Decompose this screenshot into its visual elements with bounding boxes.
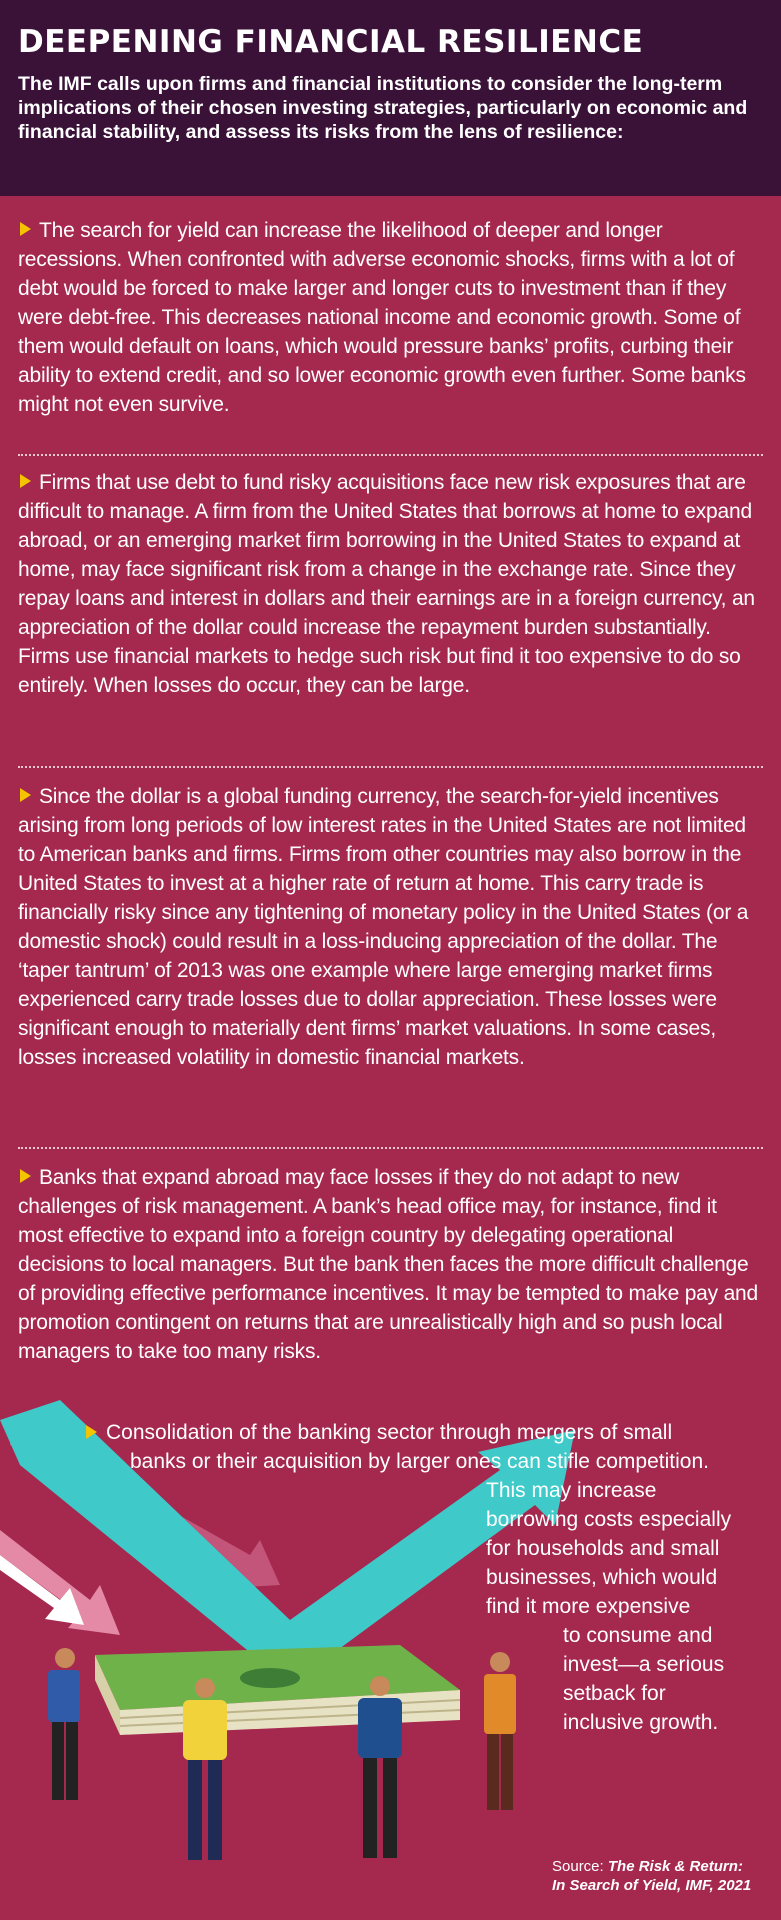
divider	[18, 766, 763, 768]
last-item-line: banks or their acquisition by larger ones can stifle competition.	[130, 1450, 709, 1473]
bullet-triangle-icon	[86, 1425, 97, 1439]
header-banner	[0, 0, 781, 196]
item-text: Firms that use debt to fund risky acquisitions face new risk exposures that are difficult to manage. A firm from the United States that borrows at home to expand abroad, or an emerging market firm borrowing in the United States to expand at home, may face significant risk from a change in the exchange rate. Since they repay loans and interest in dollars and their earnings are in a foreign currency, an appreciation of the dollar could increase the repayment burden substantially. Firms use financial markets to hedge such risk but find it too expensive to do so entirely. When losses do occur, they can be large.	[18, 471, 755, 697]
divider	[18, 1147, 763, 1149]
last-item-line: find it more expensive	[486, 1595, 691, 1618]
intro-text: The IMF calls upon firms and financial institutions to consider the long-term implications of their chosen investing strategies, particularly on economic and financial stability, and assess its risks from the lens of resilience:	[18, 73, 748, 143]
list-item	[18, 782, 763, 1072]
bullet-triangle-icon	[20, 222, 31, 236]
source-title-line1: The Risk & Return:	[607, 1858, 743, 1875]
source-label: Source:	[552, 1858, 604, 1875]
bullet-triangle-icon	[20, 788, 31, 802]
money-stack-icon	[95, 1645, 460, 1735]
item-text: Banks that expand abroad may face losses if they do not adapt to new challenges of risk management. A bank’s head office may, for instance, find it most effective to expand into a foreign country by delegating operational decisions to local managers. But the bank then faces the more difficult challenge of providing effective performance incentives. It may be tempted to make pay and promotion contingent on returns that are unrealistically high and so push local managers to take too many risks.	[18, 1166, 759, 1363]
last-item-line: businesses, which would	[486, 1566, 718, 1589]
source-credit	[552, 1857, 751, 1895]
last-item-line: setback for	[563, 1682, 666, 1705]
bullet-triangle-icon	[20, 1169, 31, 1183]
last-item-line: This may increase	[486, 1479, 657, 1502]
person-yellow-icon	[183, 1678, 227, 1860]
bullet-triangle-icon	[20, 474, 31, 488]
page-title: DEEPENING FINANCIAL RESILIENCE	[18, 24, 644, 60]
person-right-icon	[484, 1652, 516, 1810]
list-item	[18, 1163, 763, 1366]
list-item	[18, 216, 763, 419]
person-left-icon	[48, 1648, 80, 1800]
last-item-line: invest—a serious	[563, 1653, 725, 1676]
last-item-line: inclusive growth.	[563, 1711, 719, 1734]
source-title-line2: In Search of Yield, IMF, 2021	[552, 1877, 752, 1894]
last-item-line: Consolidation of the banking sector through mergers of small	[106, 1421, 673, 1444]
last-item-line: borrowing costs especially	[486, 1508, 732, 1531]
person-navy-icon	[358, 1676, 402, 1858]
last-item-line: for households and small	[486, 1537, 720, 1560]
item-text: The search for yield can increase the likelihood of deeper and longer recessions. When confronted with adverse economic shocks, firms with a lot of debt would be forced to make larger and longer cuts to investment than if they were debt-free. This decreases national income and economic growth. Some of them would default on loans, which would pressure banks’ profits, curbing their ability to extend credit, and so lower economic growth even further. Some banks might not even survive.	[18, 219, 746, 416]
item-text: Since the dollar is a global funding currency, the search-for-yield incentives arising from long periods of low interest rates in the United States are not limited to American banks and firms. Firms from other countries may also borrow in the United States to invest at a higher rate of return at home. This carry trade is financially risky since any tightening of monetary policy in the United States (or a domestic shock) could result in a loss-inducing appreciation of the dollar. The ‘taper tantrum’ of 2013 was one example where large emerging market firms experienced carry trade losses due to dollar appreciation. These losses were significant enough to materially dent firms’ market valuations. In some cases, losses increased volatility in domestic financial markets.	[18, 785, 749, 1069]
list-item	[18, 468, 763, 700]
divider	[18, 454, 763, 456]
last-item-line: to consume and	[563, 1624, 713, 1647]
